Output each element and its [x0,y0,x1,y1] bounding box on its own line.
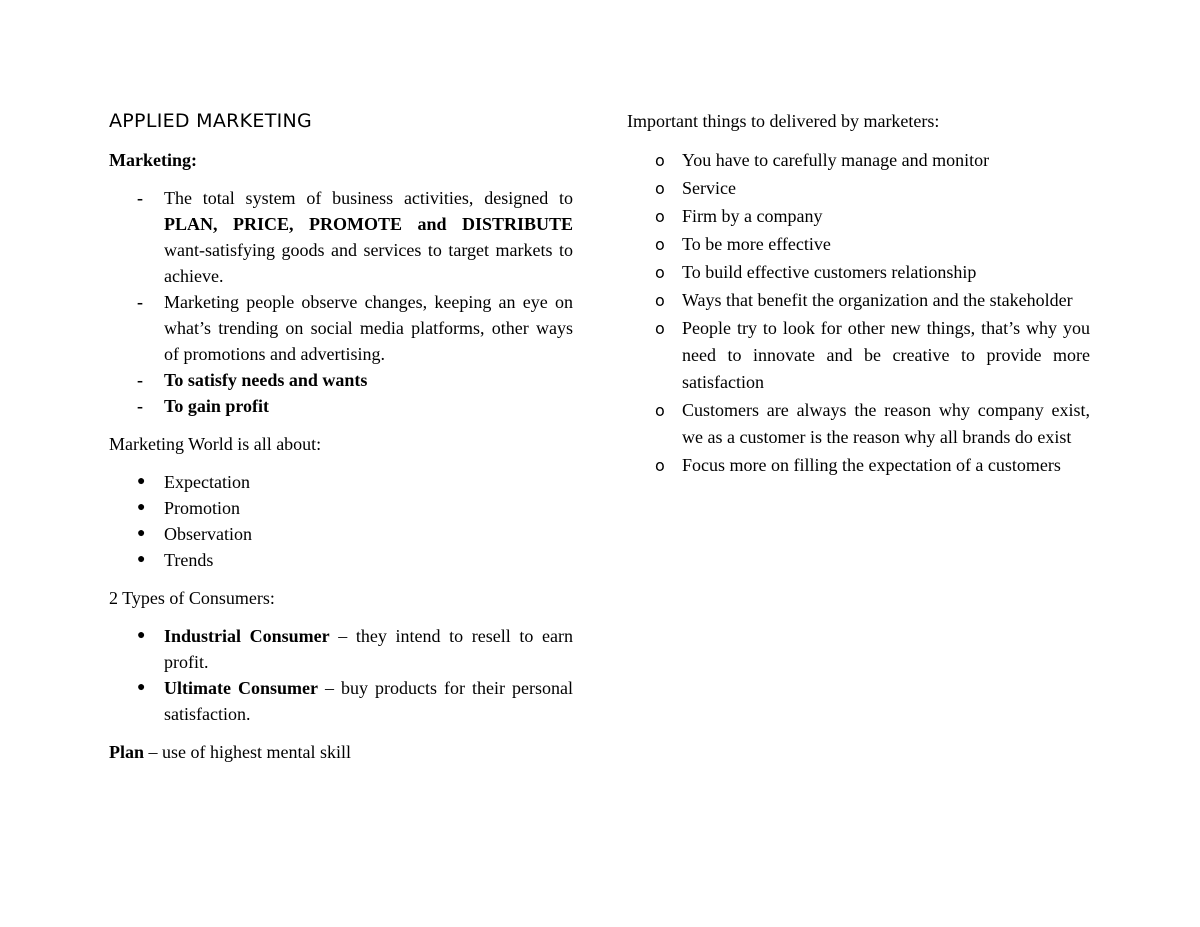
document-title: APPLIED MARKETING [109,110,313,132]
plan-definition: Plan – use of highest mental skill [109,742,351,762]
left-column [109,108,573,777]
list-item: ● Expectation [109,469,573,495]
circle-bullet-icon: o [655,456,665,475]
marketing-heading: Marketing: [109,150,197,170]
circle-bullet-icon: o [655,319,665,338]
dash-marker: - [137,370,143,390]
list-item: o People try to look for other new things, that’s why you need to innovate and be creative to provide more satisfaction [627,315,1090,396]
important-things-heading: Important things to delivered by marketers: [627,111,940,131]
bullet-icon: ● [137,526,146,541]
dash-marker: - [137,292,143,312]
marketing-world-list [109,469,573,573]
list-item: o Ways that benefit the organization and the stakeholder [627,287,1090,314]
bullet-icon: ● [137,628,146,643]
circle-bullet-icon: o [655,179,665,198]
list-item: - Marketing people observe changes, keeping an eye on what’s trending on social media platforms, other ways of promotions and advertising. [109,289,573,367]
consumers-heading: 2 Types of Consumers: [109,588,275,608]
consumers-list [109,623,573,727]
list-item: o Customers are always the reason why company exist, we as a customer is the reason why all brands do exist [627,397,1090,451]
dash-marker: - [137,396,143,416]
bullet-icon: ● [137,474,146,489]
list-item: ● Promotion [109,495,573,521]
list-item: o To be more effective [627,231,1090,258]
important-things-list [627,147,1090,479]
list-item: ● Ultimate Consumer – buy products for their personal satisfaction. [109,675,573,727]
list-item: - To satisfy needs and wants [109,367,573,393]
list-item: o Firm by a company [627,203,1090,230]
bullet-icon: ● [137,500,146,515]
bullet-icon: ● [137,680,146,695]
circle-bullet-icon: o [655,207,665,226]
marketing-world-heading: Marketing World is all about: [109,434,322,454]
circle-bullet-icon: o [655,235,665,254]
list-item: o You have to carefully manage and monitor [627,147,1090,174]
list-item: o Focus more on filling the expectation of a customers [627,452,1090,479]
list-item: ● Industrial Consumer – they intend to resell to earn profit. [109,623,573,675]
circle-bullet-icon: o [655,401,665,420]
circle-bullet-icon: o [655,291,665,310]
marketing-list [109,185,573,419]
list-item: ● Trends [109,547,573,573]
list-item: - To gain profit [109,393,573,419]
dash-marker: - [137,188,143,208]
right-column [627,108,1090,491]
list-item: o To build effective customers relationship [627,259,1090,286]
bullet-icon: ● [137,552,146,567]
list-item: - The total system of business activities, designed to PLAN, PRICE, PROMOTE and DISTRIBUTE want-satisfying goods and services to target markets to achieve. [109,185,573,289]
circle-bullet-icon: o [655,151,665,170]
circle-bullet-icon: o [655,263,665,282]
list-item: o Service [627,175,1090,202]
list-item: ● Observation [109,521,573,547]
